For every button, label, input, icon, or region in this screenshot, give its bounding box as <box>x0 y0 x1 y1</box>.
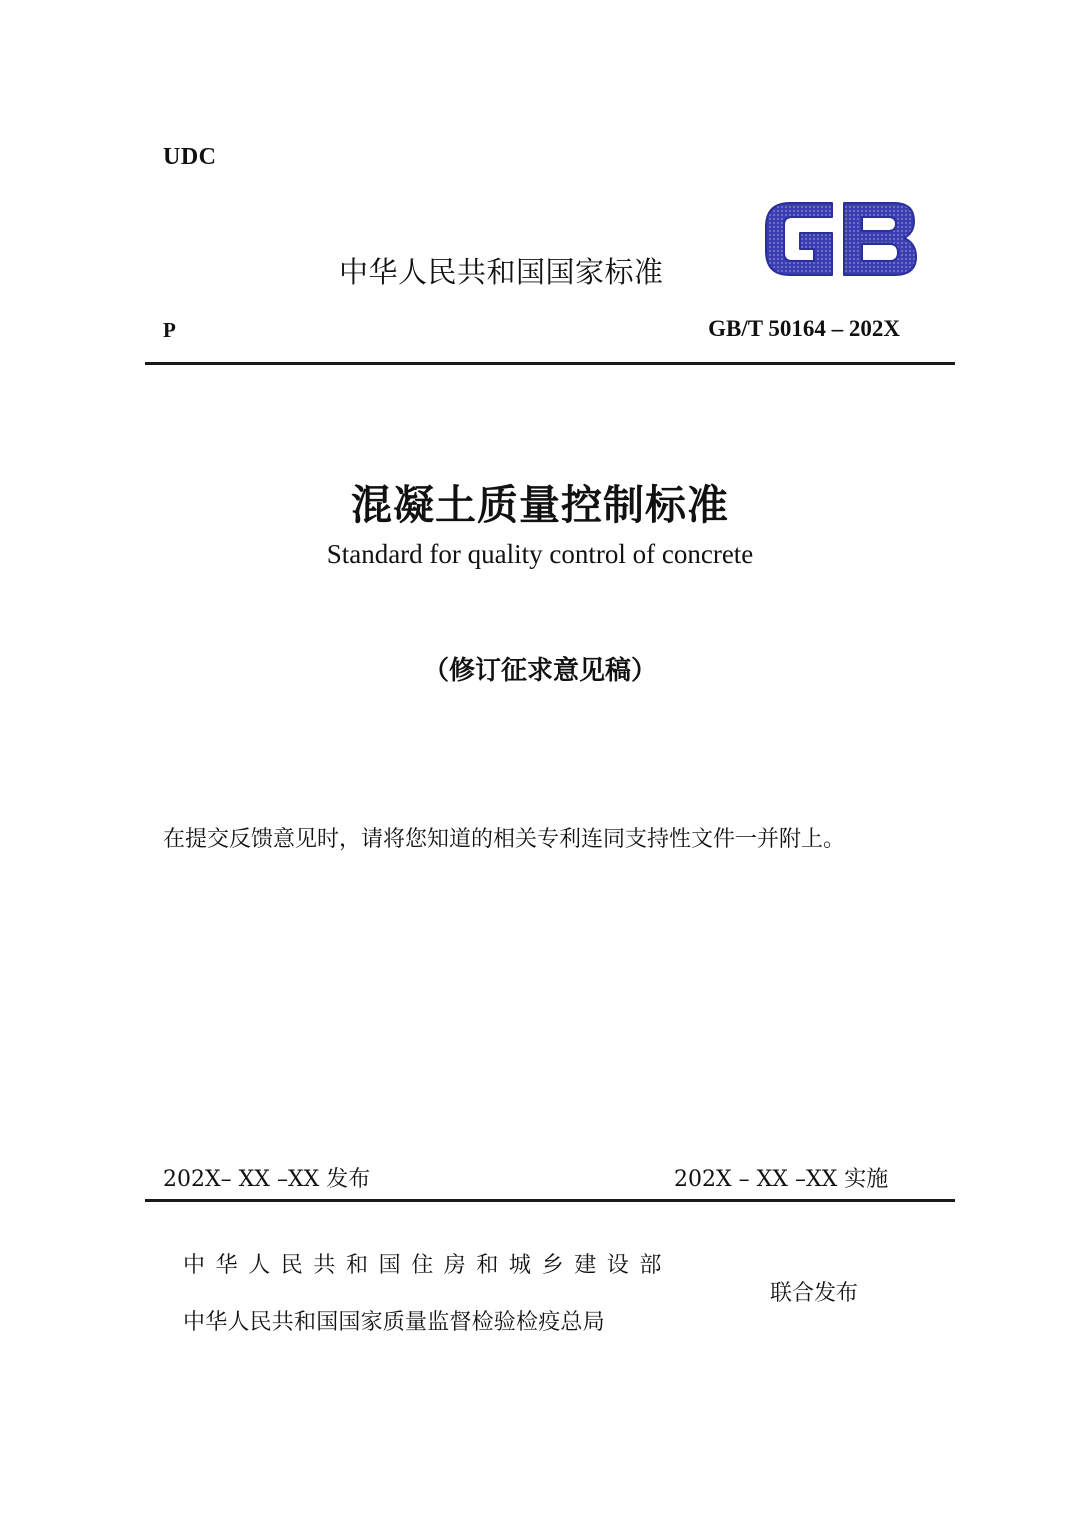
standard-number: GB/T 50164 – 202X <box>708 316 900 341</box>
udc-label: UDC <box>163 144 217 170</box>
title-english: Standard for quality control of concrete <box>326 539 754 569</box>
category-code: P <box>163 318 176 342</box>
joint-release-label: 联合发布 <box>770 1281 859 1306</box>
title-chinese: 混凝土质量控制标准 <box>351 481 729 529</box>
top-divider <box>145 362 955 365</box>
national-standard-heading: 中华人民共和国国家标准 <box>339 255 664 289</box>
bottom-divider <box>145 1199 955 1202</box>
patent-notice: 在提交反馈意见时，请将您知道的相关专利连同支持性文件一并附上。 <box>163 827 846 852</box>
release-date: 202X– XX –XX 发布 <box>163 1167 371 1192</box>
issuer-ministry-housing: 中华人民共和国住房和城乡建设部 <box>183 1253 673 1278</box>
gb-logo <box>760 197 920 281</box>
draft-note: （修订征求意见稿） <box>422 656 657 686</box>
effective-date: 202X – XX –XX 实施 <box>674 1167 889 1192</box>
issuer-quality-inspection: 中华人民共和国国家质量监督检验检疫总局 <box>183 1310 605 1335</box>
gb-logo-graphic <box>760 197 920 281</box>
